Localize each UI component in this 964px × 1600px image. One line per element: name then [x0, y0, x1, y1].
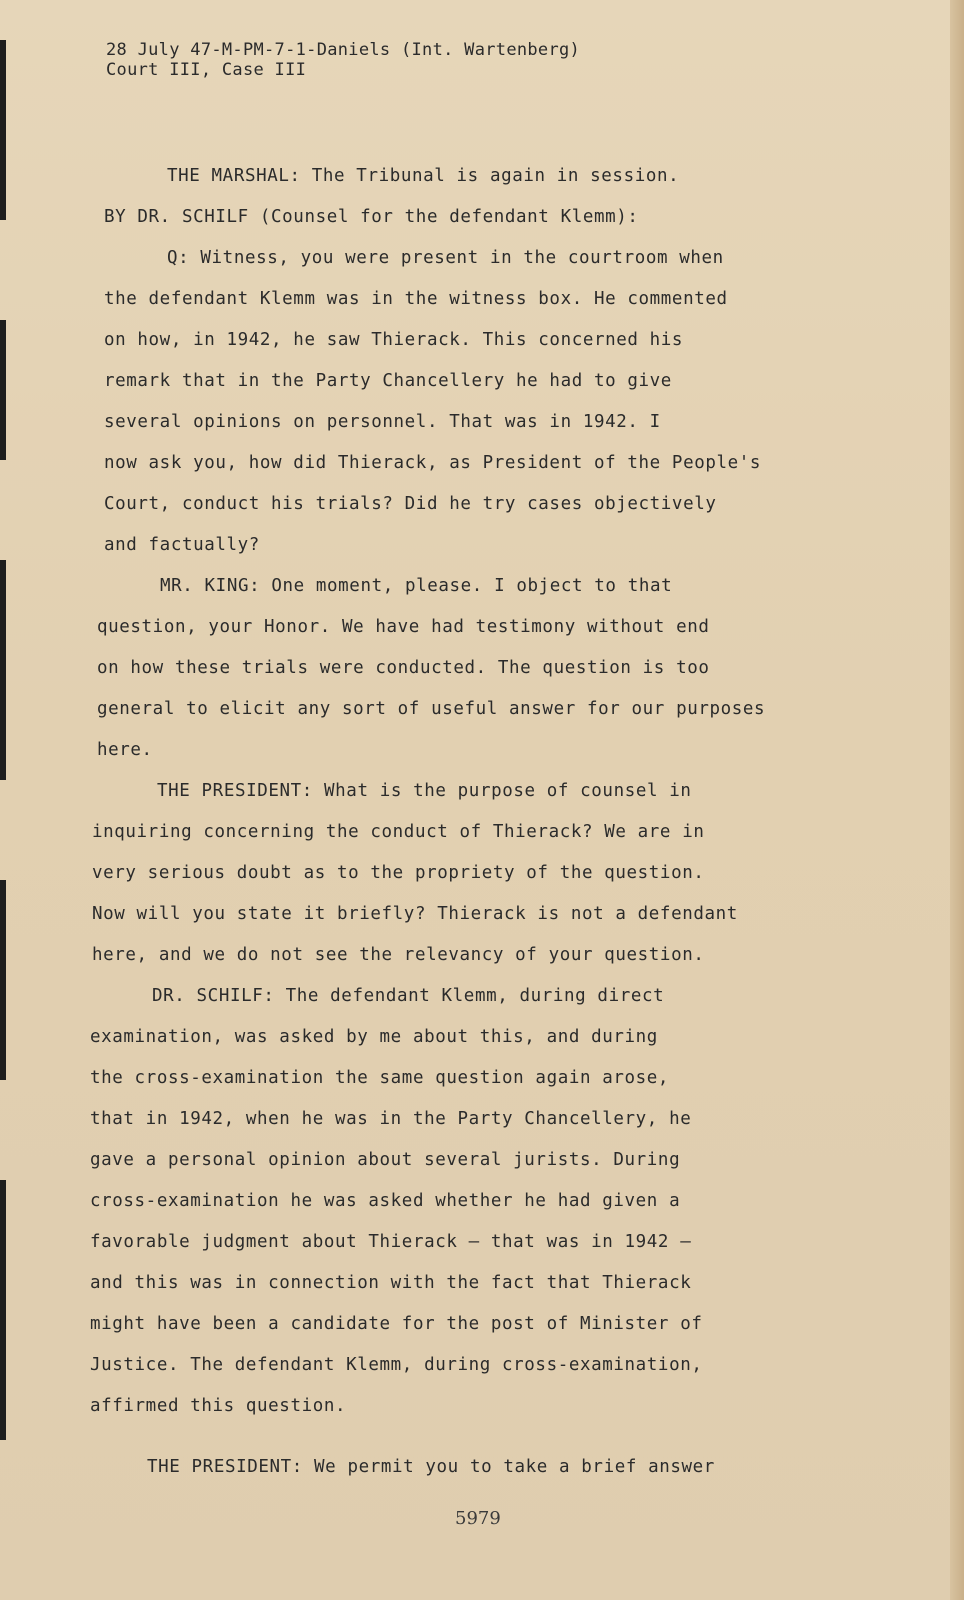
transcript-line: inquiring concerning the conduct of Thierack? We are in: [92, 822, 705, 842]
binder-mark: [0, 1180, 6, 1440]
header-session-line: 28 July 47-M-PM-7-1-Daniels (Int. Wartenberg): [106, 40, 581, 60]
transcript-line: very serious doubt as to the propriety of the question.: [92, 863, 705, 883]
transcript-line: now ask you, how did Thierack, as President of the People's: [104, 453, 762, 473]
transcript-line: Now will you state it briefly? Thierack is not a defendant: [92, 904, 738, 924]
transcript-line: favorable judgment about Thierack — that was in 1942 —: [90, 1232, 692, 1252]
transcript-line: THE PRESIDENT: What is the purpose of counsel in: [157, 781, 692, 801]
transcript-line: Justice. The defendant Klemm, during cross-examination,: [90, 1355, 703, 1375]
transcript-line: cross-examination he was asked whether he had given a: [90, 1191, 681, 1211]
binder-mark: [0, 320, 6, 460]
transcript-line: might have been a candidate for the post of Minister of: [90, 1314, 703, 1334]
transcript-line: here, and we do not see the relevancy of your question.: [92, 945, 705, 965]
page-edge: [950, 0, 964, 1600]
transcript-line: DR. SCHILF: The defendant Klemm, during direct: [152, 986, 665, 1006]
transcript-line: affirmed this question.: [90, 1396, 347, 1416]
transcript-line: on how, in 1942, he saw Thierack. This concerned his: [104, 330, 684, 350]
transcript-line: Q: Witness, you were present in the courtroom when: [167, 248, 724, 268]
transcript-line: and this was in connection with the fact that Thierack: [90, 1273, 692, 1293]
transcript-line: here.: [97, 740, 153, 760]
transcript-line: gave a personal opinion about several jurists. During: [90, 1150, 681, 1170]
transcript-line: Court, conduct his trials? Did he try cases objectively: [104, 494, 717, 514]
binder-mark: [0, 880, 6, 1080]
transcript-line: the cross-examination the same question again arose,: [90, 1068, 670, 1088]
transcript-line: MR. KING: One moment, please. I object to that: [160, 576, 673, 596]
transcript-line: that in 1942, when he was in the Party Chancellery, he: [90, 1109, 692, 1129]
binder-edge: [0, 0, 6, 1600]
page-number: 5979: [455, 1508, 501, 1529]
binder-mark: [0, 560, 6, 780]
transcript-line: and factually?: [104, 535, 260, 555]
transcript-line: remark that in the Party Chancellery he had to give: [104, 371, 672, 391]
transcript-line: question, your Honor. We have had testimony without end: [97, 617, 710, 637]
transcript-line: several opinions on personnel. That was in 1942. I: [104, 412, 661, 432]
header-court-line: Court III, Case III: [106, 60, 307, 80]
transcript-line: on how these trials were conducted. The question is too: [97, 658, 710, 678]
transcript-line: general to elicit any sort of useful answer for our purposes: [97, 699, 766, 719]
transcript-line: THE MARSHAL: The Tribunal is again in session.: [167, 166, 680, 186]
binder-mark: [0, 40, 6, 220]
transcript-line: THE PRESIDENT: We permit you to take a brief answer: [147, 1457, 715, 1477]
document-header: [106, 40, 580, 80]
transcript-line: BY DR. SCHILF (Counsel for the defendant Klemm):: [104, 207, 639, 227]
transcript-line: examination, was asked by me about this, and during: [90, 1027, 658, 1047]
transcript-line: the defendant Klemm was in the witness box. He commented: [104, 289, 728, 309]
